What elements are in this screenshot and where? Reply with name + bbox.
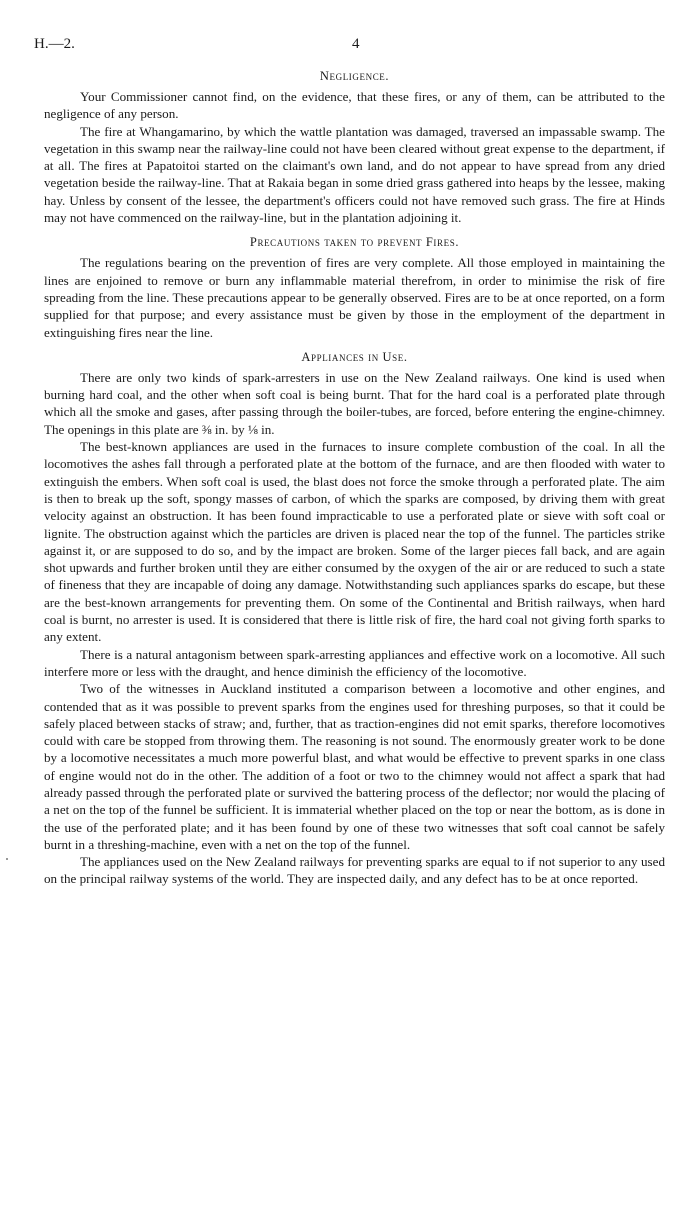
paragraph: There is a natural antagonism between spark-arresting appliances and effective work on a locomotive. All such interfere more or less with the draught, and hence diminish the efficiency of the locomotive. bbox=[44, 646, 665, 679]
paragraph: Your Commissioner cannot find, on the evidence, that these fires, or any of them, can be attributed to the negligence of any person. bbox=[44, 89, 665, 122]
section-heading-appliances: Appliances in Use. bbox=[301, 349, 408, 364]
section-heading-precautions: Precautions taken to prevent Fires. bbox=[249, 235, 460, 250]
document-reference: H.—2. bbox=[34, 36, 75, 52]
page-body bbox=[44, 68, 665, 888]
paragraph: Two of the witnesses in Auckland instituted a comparison between a locomotive and other engines, and contended that as it was possible to prevent sparks from the engines used for threshing purposes, so that it could be safely placed between stacks of straw; and, further, that as traction-engines did not emit sparks, therefore locomotives could with care be stopped from throwing them. The reasoning is not sound. The enormously greater work to be done by a locomotive necessitates a much more powerful blast, and what would be effective to prevent sparks in one class of engine would not do in the other. The addition of a foot or two to the chimney would not affect a spark that had already passed through the perforated plate or survived the battering process of the deflector; nor would the placing of a net on the top of the funnel be sufficient. It is immaterial whether placed on the top or near the bottom, as is done in the use of the perforated plate; and it has been found by one of these two witnesses that soft coal cannot be safely burnt in a threshing-machine, even with a net on the top of the funnel. bbox=[44, 681, 665, 852]
page-header bbox=[34, 36, 674, 56]
paragraph: The best-known appliances are used in the furnaces to insure complete combustion of the coal. In all the locomotives the ashes fall through a perforated plate at the bottom of the furnace, and are then flooded with water to extinguish the embers. When soft coal is used, the blast does not force the smoke through a perforated plate. The aim is then to break up the soft, spongy masses of carbon, of which the sparks are composed, by driving them with great velocity against an obstruction. It has been found impracticable to use a perforated plate or sieve with soft coal or lignite. The obstruction against which the particles are driven is placed near the top of the funnel. The particles strike against it, or are supposed to do so, and by the impact are broken. Some of the larger pieces fall back, and are again shot upwards and further broken until they are either consumed by the oxygen of the air or are reduced to such a state of fineness that they are incapable of doing any damage. Notwithstanding such appliances sparks do escape, but these are the best-known arrangements for preventing them. On some of the Continental and British railways, when hard coal is burnt, no arrester is used. It is considered that there is little risk of fire, the hard coal not giving forth sparks to any extent. bbox=[44, 439, 665, 645]
paragraph: The fire at Whangamarino, by which the wattle plantation was damaged, traversed an impassable swamp. The vegetation in this swamp near the railway-line could not have been cleared without great expense to the department, if at all. The fires at Papatoitoi started on the claimant's own land, and do not appear to have spread from any dried vegetation beside the railway-line. That at Rakaia began in some dried grass gathered into heaps by the lessee, making hay. Unless by consent of the lessee, the department's officers could not have removed such grass. The fire at Hinds may not have commenced on the railway-line, but in the plantation adjoining it. bbox=[44, 123, 665, 226]
margin-speck bbox=[6, 858, 8, 860]
page-number: 4 bbox=[352, 36, 360, 52]
paragraph: The appliances used on the New Zealand railways for preventing sparks are equal to if not superior to any used on the principal railway systems of the world. They are inspected daily, and any defect has to be at once reported. bbox=[44, 854, 665, 887]
paragraph: There are only two kinds of spark-arresters in use on the New Zealand railways. One kind is used when burning hard coal, and the other when soft coal is being burnt. That for the hard coal is a perforated plate through which all the smoke and gases, after passing through the boiler-tubes, are forced, before entering the engine-chimney. The openings in this plate are ⅜ in. by ⅛ in. bbox=[44, 369, 665, 437]
paragraph: The regulations bearing on the prevention of fires are very complete. All those employed in maintaining the lines are enjoined to remove or burn any inflammable material therefrom, in order to minimise the risk of fire spreading from the line. These precautions appear to be generally observed. Fires are to be at once reported, on a form supplied for that purpose; and every assistance must be given by those in the employment of the department in extinguishing fires near the line. bbox=[44, 255, 665, 340]
section-heading-negligence: Negligence. bbox=[319, 69, 390, 83]
